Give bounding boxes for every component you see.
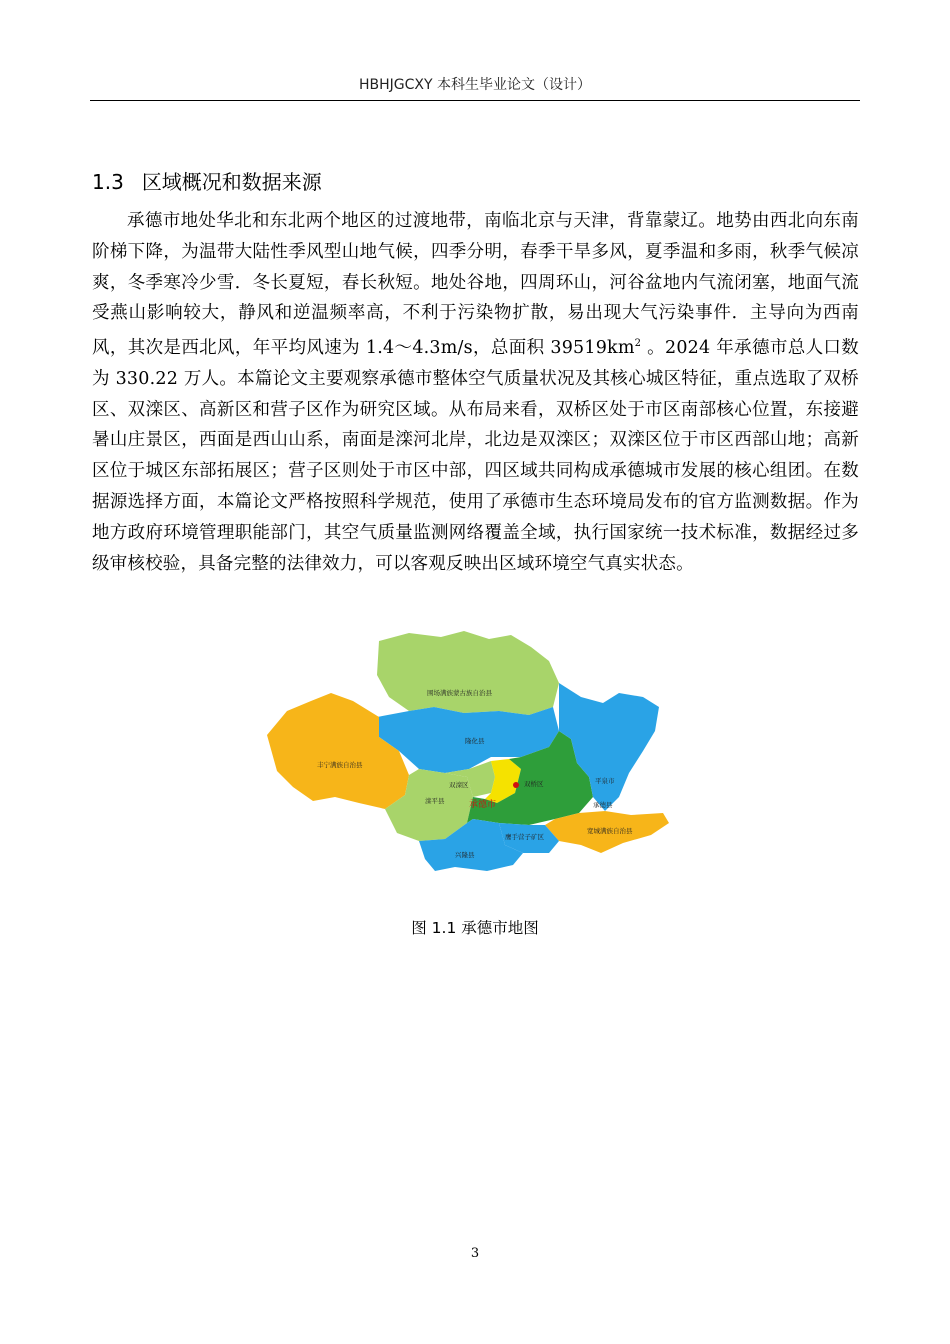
- label-kuancheng: 宽城满族自治县: [587, 827, 633, 835]
- city-marker: [513, 782, 519, 788]
- superscript-2: 2: [634, 338, 642, 350]
- header-divider: [90, 100, 860, 101]
- section-heading: [92, 166, 322, 195]
- label-longhua: 隆化县: [465, 737, 485, 745]
- label-shuangqiao: 双桥区: [524, 780, 544, 788]
- chengde-map: [259, 627, 686, 879]
- paragraph-text-part1: 承德市地处华北和东北两个地区的过渡地带，南临北京与天津，背靠蒙辽。地势由西北向东南阶梯下降，为温带大陆性季风型山地气候，四季分明，春季干旱多风，夏季温和多雨，秋季气候凉爽，冬季寒冷少雪．冬长夏短，春长秋短。地处谷地，四周环山，河谷盆地内气流闭塞，地面气流受燕山影响较大，静风和逆温频率高，不利于污染物扩散，易出现大气污染事件．主导向为西南风，其次是西北风，年平均风速为 1.4～4.3m/s，总面积 39519km: [92, 211, 859, 359]
- page-number: 3: [470, 1246, 480, 1261]
- page-header: HBHJGCXY 本科生毕业论文（设计）: [358, 77, 591, 93]
- label-fengning: 丰宁满族自治县: [317, 761, 363, 769]
- label-pingquan: 平泉市: [595, 777, 615, 785]
- paragraph-text-part2: 。2024 年承德市总人口数为 330.22 万人。本篇论文主要观察承德市整体空气质量状况及其核心城区特征，重点选取了双桥区、双滦区、高新区和营子区作为研究区域。从布局来看，双桥区处于市区南部核心位置，东接避暑山庄景区，西面是西山山系，南面是滦河北岸，北边是双滦区；双滦区位于市区西部山地；高新区位于城区东部拓展区；营子区则处于市区中部，四区域共同构成承德城市发展的核心组团。在数据源选择方面，本篇论文严格按照科学规范，使用了承德市生态环境局发布的官方监测数据。作为地方政府环境管理职能部门，其空气质量监测网络覆盖全域，执行国家统一技术标准，数据经过多级审核校验，具备完整的法律效力，可以客观反映出区域环境空气真实状态。: [92, 338, 859, 574]
- region-fengning: [267, 693, 409, 809]
- label-yingzi: 鹰手营子矿区: [505, 833, 544, 841]
- figure-caption: 图 1.1 承德市地图: [411, 919, 539, 937]
- label-chengde-county: 承德县: [593, 801, 613, 809]
- label-shuangluan: 双滦区: [449, 781, 469, 789]
- section-number: 1.3: [92, 170, 124, 194]
- body-paragraph: [92, 206, 859, 579]
- section-title: 区域概况和数据来源: [141, 170, 322, 194]
- label-chengde-city: 承德市: [469, 800, 497, 810]
- region-weichang: [377, 631, 559, 715]
- label-xinglong: 兴隆县: [455, 851, 475, 859]
- label-luanping: 滦平县: [425, 797, 445, 805]
- chengde-map-figure: [259, 627, 686, 879]
- label-weichang: 围场满族蒙古族自治县: [427, 689, 492, 697]
